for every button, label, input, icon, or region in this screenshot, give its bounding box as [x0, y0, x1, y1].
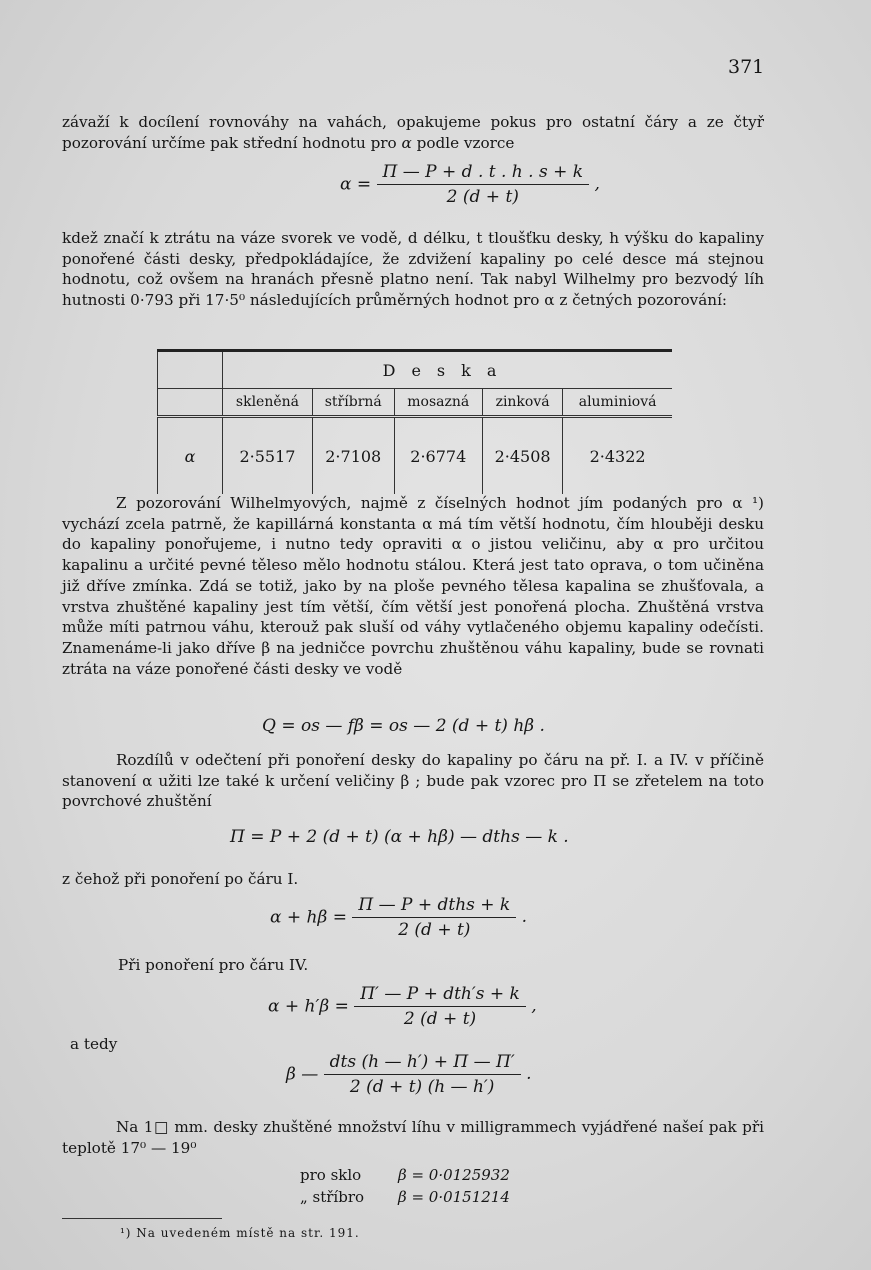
- equation-line-i-numerator: Π — P + dths + k: [352, 895, 516, 918]
- equation-line-i-lhs: α + hβ =: [270, 907, 347, 928]
- equation-q: Q = os — fβ = os — 2 (d + t) hβ .: [262, 716, 545, 736]
- equation-beta-lhs: β —: [286, 1064, 319, 1085]
- equation-line-iv: [268, 984, 537, 1029]
- paragraph-8: Na 1□ mm. desky zhuštěné množství líhu v milligrammech vyjádřené našeí pak při teplotě 17⁰ — 19⁰: [62, 1118, 764, 1157]
- value-row: [300, 1188, 510, 1206]
- paragraph-3: Z pozorování Wilhelmyových, najmě z číselných hodnot jím podaných pro α ¹) vychází zcela patrně, že kapillárná konstanta α má tím větší hodnotu, čím hlouběji desku do kapaliny ponořujeme, i nutno tedy opraviti α o jistou veličinu, aby α pro určitou kapalinu a určité pevné těleso mělo hodnotu stálou. Která jest tato oprava, o tom učiněna již dříve zmínka. Zdá se totiž, jako by na ploše pevného tělesa kapalina se zhušťovala, a vrstva zhuštěné kapaliny jest tím větší, čím větší jest ponořená plocha. Zhuštěná vrstva může míti patrnou váhu, kterouž pak sluší od váhy vytlačeného objemu kapaliny odečísti. Znamenáme-li jako dříve β na jedničce povrchu zhuštěnou váhu kapaliny, bude se rovnati ztráta na váze ponořené části desky ve vodě: [62, 494, 764, 678]
- paragraph-2: kdež značí k ztrátu na váze svorek ve vodě, d délku, t tloušťku desky, h výšku do kapaliny ponořené části desky, předpokládajíce, že zdvižení kapaliny po celé desce má stejnou hodnotu, což ovšem na hranách přesně platno není. Tak nabyl Wilhelmy pro bezvodý líh hutnosti 0·793 při 17·5⁰ následujících průměrných hodnot pro α z četných pozorování:: [62, 229, 764, 310]
- table-group-header: Deska: [223, 351, 673, 389]
- equation-line-i-tail: .: [521, 907, 528, 927]
- paragraph-1-post: podle vzorce: [411, 133, 515, 152]
- equation-pi: Π = P + 2 (d + t) (α + hβ) — dths — k .: [230, 827, 569, 847]
- equation-beta: [286, 1052, 532, 1097]
- value-expression: β = 0·0125932: [398, 1166, 510, 1184]
- footnote: ¹) Na uvedeném místě na str. 191.: [120, 1226, 360, 1240]
- column-header: skleněná: [223, 389, 313, 417]
- table-corner-cell-2: [158, 389, 223, 417]
- page-number: 371: [728, 56, 765, 78]
- results-table: [157, 349, 672, 494]
- column-header: stříbrná: [312, 389, 394, 417]
- value-row: [300, 1166, 510, 1184]
- equation-beta-numerator: dts (h — h′) + Π — Π′: [324, 1052, 521, 1075]
- table-group-header-row: [158, 351, 673, 389]
- table-cell: 2·4322: [563, 417, 672, 495]
- paragraph-4: Rozdílů v odečtení při ponoření desky do kapaliny po čáru na př. I. a IV. v příčině stanovení α užiti lze také k určení veličiny β ; bude pak vzorec pro Π se zřetelem na toto povrchové zhuštění: [62, 751, 764, 811]
- table-cell: 2·4508: [482, 417, 562, 495]
- equation-alpha: [340, 162, 600, 207]
- equation-line-i-fraction: [352, 895, 516, 940]
- paragraph-7: a tedy: [70, 1035, 118, 1053]
- equation-beta-tail: .: [526, 1064, 532, 1084]
- equation-line-iv-tail: ,: [531, 996, 537, 1016]
- table-column-header-row: [158, 389, 673, 417]
- equation-beta-fraction: [324, 1052, 521, 1097]
- equation-line-i-denominator: 2 (d + t): [398, 920, 471, 940]
- table-row: [158, 417, 673, 495]
- equation-line-iv-denominator: 2 (d + t): [403, 1009, 477, 1029]
- value-expression: β = 0·0151214: [398, 1188, 510, 1206]
- equation-line-iv-lhs: α + h′β =: [268, 996, 349, 1017]
- footnote-rule: [62, 1218, 222, 1219]
- row-label: α: [158, 417, 223, 495]
- column-header: mosazná: [394, 389, 482, 417]
- paragraph-1: [62, 112, 764, 153]
- equation-alpha-lhs: α =: [340, 174, 372, 195]
- equation-line-iv-numerator: Π′ — P + dth′s + k: [354, 984, 526, 1007]
- paragraph-6: Při ponoření pro čáru IV.: [118, 956, 309, 974]
- table-cell: 2·7108: [312, 417, 394, 495]
- alpha-symbol: α: [401, 133, 412, 152]
- equation-alpha-numerator: Π — P + d . t . h . s + k: [377, 162, 590, 185]
- equation-alpha-fraction: [377, 162, 590, 207]
- column-header: aluminiová: [563, 389, 672, 417]
- equation-alpha-tail: ,: [594, 174, 600, 194]
- equation-beta-denominator: 2 (d + t) (h — h′): [349, 1077, 495, 1097]
- value-label: „ stříbro: [300, 1188, 365, 1206]
- table-cell: 2·5517: [223, 417, 313, 495]
- table-cell: 2·6774: [394, 417, 482, 495]
- paragraph-5: z čehož při ponoření po čáru I.: [62, 870, 299, 888]
- value-label: pro sklo: [300, 1166, 362, 1184]
- equation-alpha-denominator: 2 (d + t): [446, 187, 519, 207]
- equation-line-i: [270, 895, 527, 940]
- equation-line-iv-fraction: [354, 984, 526, 1029]
- table-corner-cell: [158, 351, 223, 389]
- paragraph-1-pre: závaží k docílení rovnováhy na vahách, opakujeme pokus pro ostatní čáry a ze čtyř pozorování určíme pak střední hodnotu pro: [62, 113, 764, 152]
- column-header: zinková: [482, 389, 562, 417]
